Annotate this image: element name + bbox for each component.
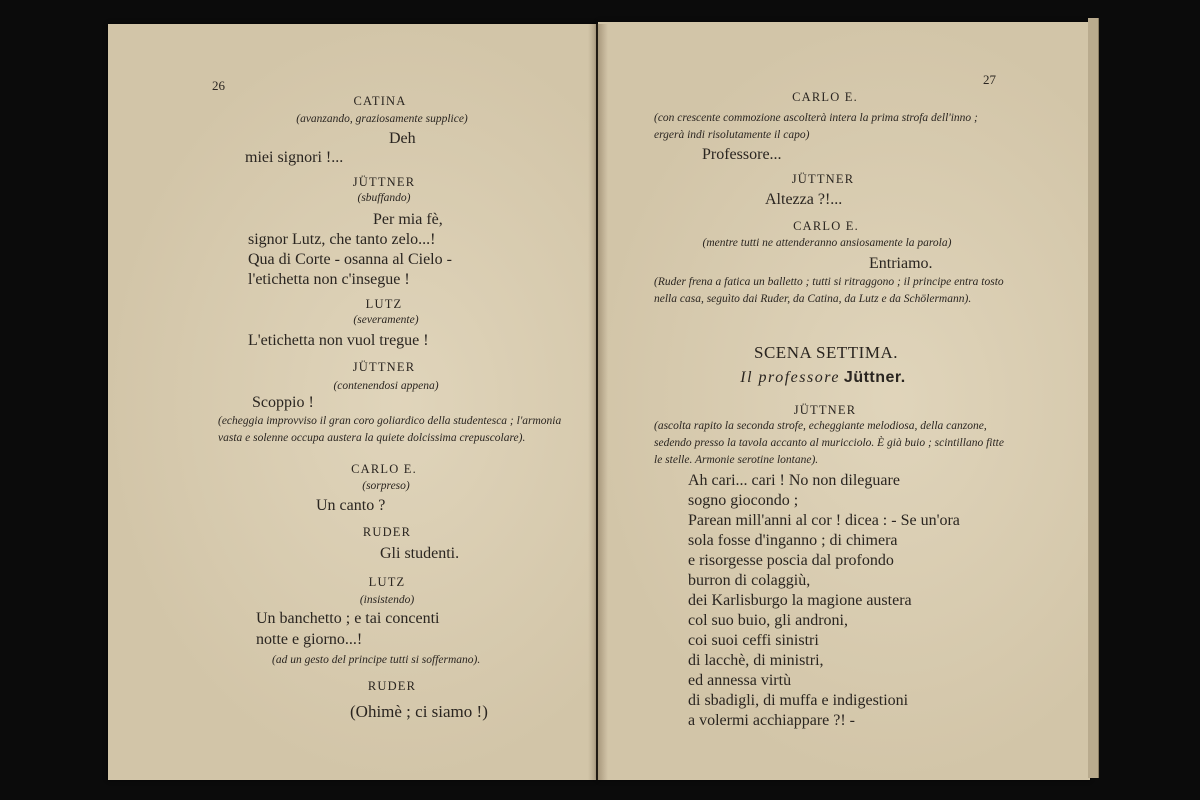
verse-line: sola fosse d'inganno ; di chimera bbox=[688, 532, 898, 549]
verse-line: (Ohimè ; ci siamo !) bbox=[350, 702, 488, 721]
scene-cast bbox=[740, 369, 905, 387]
verse-line: Entriamo. bbox=[869, 255, 933, 272]
verse-line: di lacchè, di ministri, bbox=[688, 652, 824, 669]
speaker-name: LUTZ bbox=[365, 297, 403, 311]
verse-line: Qua di Corte - osanna al Cielo - bbox=[248, 251, 452, 268]
verse-line: l'etichetta non c'insegue ! bbox=[248, 271, 410, 288]
speaker-name: CATINA bbox=[353, 94, 407, 108]
verse-line: burron di colaggiù, bbox=[688, 572, 811, 589]
speaker-name: RUDER bbox=[362, 525, 412, 539]
stage-direction: (ad un gesto del principe tutti si soffermano). bbox=[272, 654, 481, 666]
stage-direction: (contenendosi appena) bbox=[333, 380, 439, 392]
verse-line: e risorgesse poscia dal profondo bbox=[688, 552, 894, 569]
page-number: 26 bbox=[212, 78, 225, 93]
stage-note: (ascolta rapito la seconda strofe, echeggiante melodiosa, della canzone, sedendo presso la tavola accanto al muricciolo. È già buio ; scintillano fitte le stelle. Armonie serotine lontane). bbox=[654, 420, 1004, 466]
stage-note: (Ruder frena a fatica un balletto ; tutti si ritraggono ; il principe entra tosto nella casa, seguìto dai Ruder, da Catina, da Lutz e da Schölermann). bbox=[654, 276, 1004, 305]
verse-line: col suo buio, gli androni, bbox=[688, 612, 848, 629]
page-edges bbox=[1088, 18, 1099, 778]
speaker-name: JÜTTNER bbox=[352, 360, 416, 374]
verse-line: Scoppio ! bbox=[252, 394, 314, 411]
stage-direction: (sorpreso) bbox=[362, 480, 410, 492]
speaker-name: JÜTTNER bbox=[791, 172, 855, 186]
verse-line: sogno giocondo ; bbox=[688, 492, 799, 509]
verse-line: Parean mill'anni al cor ! dicea : - Se un'ora bbox=[688, 512, 960, 529]
speaker-name: LUTZ bbox=[368, 575, 406, 589]
verse-line: Deh bbox=[389, 130, 416, 147]
speaker-name: JÜTTNER bbox=[352, 175, 416, 189]
speaker-name: CARLO E. bbox=[792, 90, 858, 104]
stage-note: (con crescente commozione ascolterà intera la prima strofa dell'inno ; ergerà indi risolutamente il capo) bbox=[654, 112, 978, 141]
verse-line: signor Lutz, che tanto zelo...! bbox=[248, 231, 436, 248]
verse-line: miei signori !... bbox=[245, 149, 344, 166]
cast-name: Jüttner. bbox=[843, 369, 906, 386]
verse-line: coi suoi ceffi sinistri bbox=[688, 632, 819, 649]
verse-line: L'etichetta non vuol tregue ! bbox=[248, 332, 429, 349]
cast-role: Il professore bbox=[740, 369, 840, 386]
left-page bbox=[108, 24, 596, 780]
stage-note: (echeggia improvviso il gran coro goliardico della studentesca ; l'armonia vasta e solenne occupa austera la quiete dolcissima crepuscolare). bbox=[218, 415, 562, 444]
scene-heading: SCENA SETTIMA. bbox=[754, 343, 898, 362]
book-gutter bbox=[588, 24, 608, 780]
stage-direction: (severamente) bbox=[353, 314, 419, 326]
verse-line: Un canto ? bbox=[316, 497, 386, 514]
speaker-name: JÜTTNER bbox=[793, 403, 857, 417]
verse-line: Per mia fè, bbox=[373, 211, 443, 228]
verse-line: Un banchetto ; e tai concenti bbox=[256, 610, 440, 627]
verse-line: notte e giorno...! bbox=[256, 631, 363, 648]
verse-line: Professore... bbox=[702, 146, 782, 163]
verse-line: di sbadigli, di muffa e indigestioni bbox=[688, 692, 909, 709]
verse-line: Gli studenti. bbox=[380, 545, 460, 562]
speaker-name: RUDER bbox=[367, 679, 417, 693]
verse-line: a volermi acchiappare ?! - bbox=[688, 712, 856, 729]
stage-direction: (sbuffando) bbox=[357, 192, 411, 204]
stage-direction: (insistendo) bbox=[359, 594, 415, 606]
page-number: 27 bbox=[983, 72, 996, 87]
verse-line: Ah cari... cari ! No non dileguare bbox=[688, 472, 900, 489]
stage-direction: (avanzando, graziosamente supplice) bbox=[296, 113, 468, 125]
stage-direction: (mentre tutti ne attenderanno ansiosamente la parola) bbox=[702, 237, 952, 249]
verse-line: ed annessa virtù bbox=[688, 672, 792, 689]
verse-line: Altezza ?!... bbox=[765, 191, 843, 208]
speaker-name: CARLO E. bbox=[793, 219, 859, 233]
verse-line: dei Karlisburgo la magione austera bbox=[688, 592, 912, 609]
speaker-name: CARLO E. bbox=[351, 462, 417, 476]
